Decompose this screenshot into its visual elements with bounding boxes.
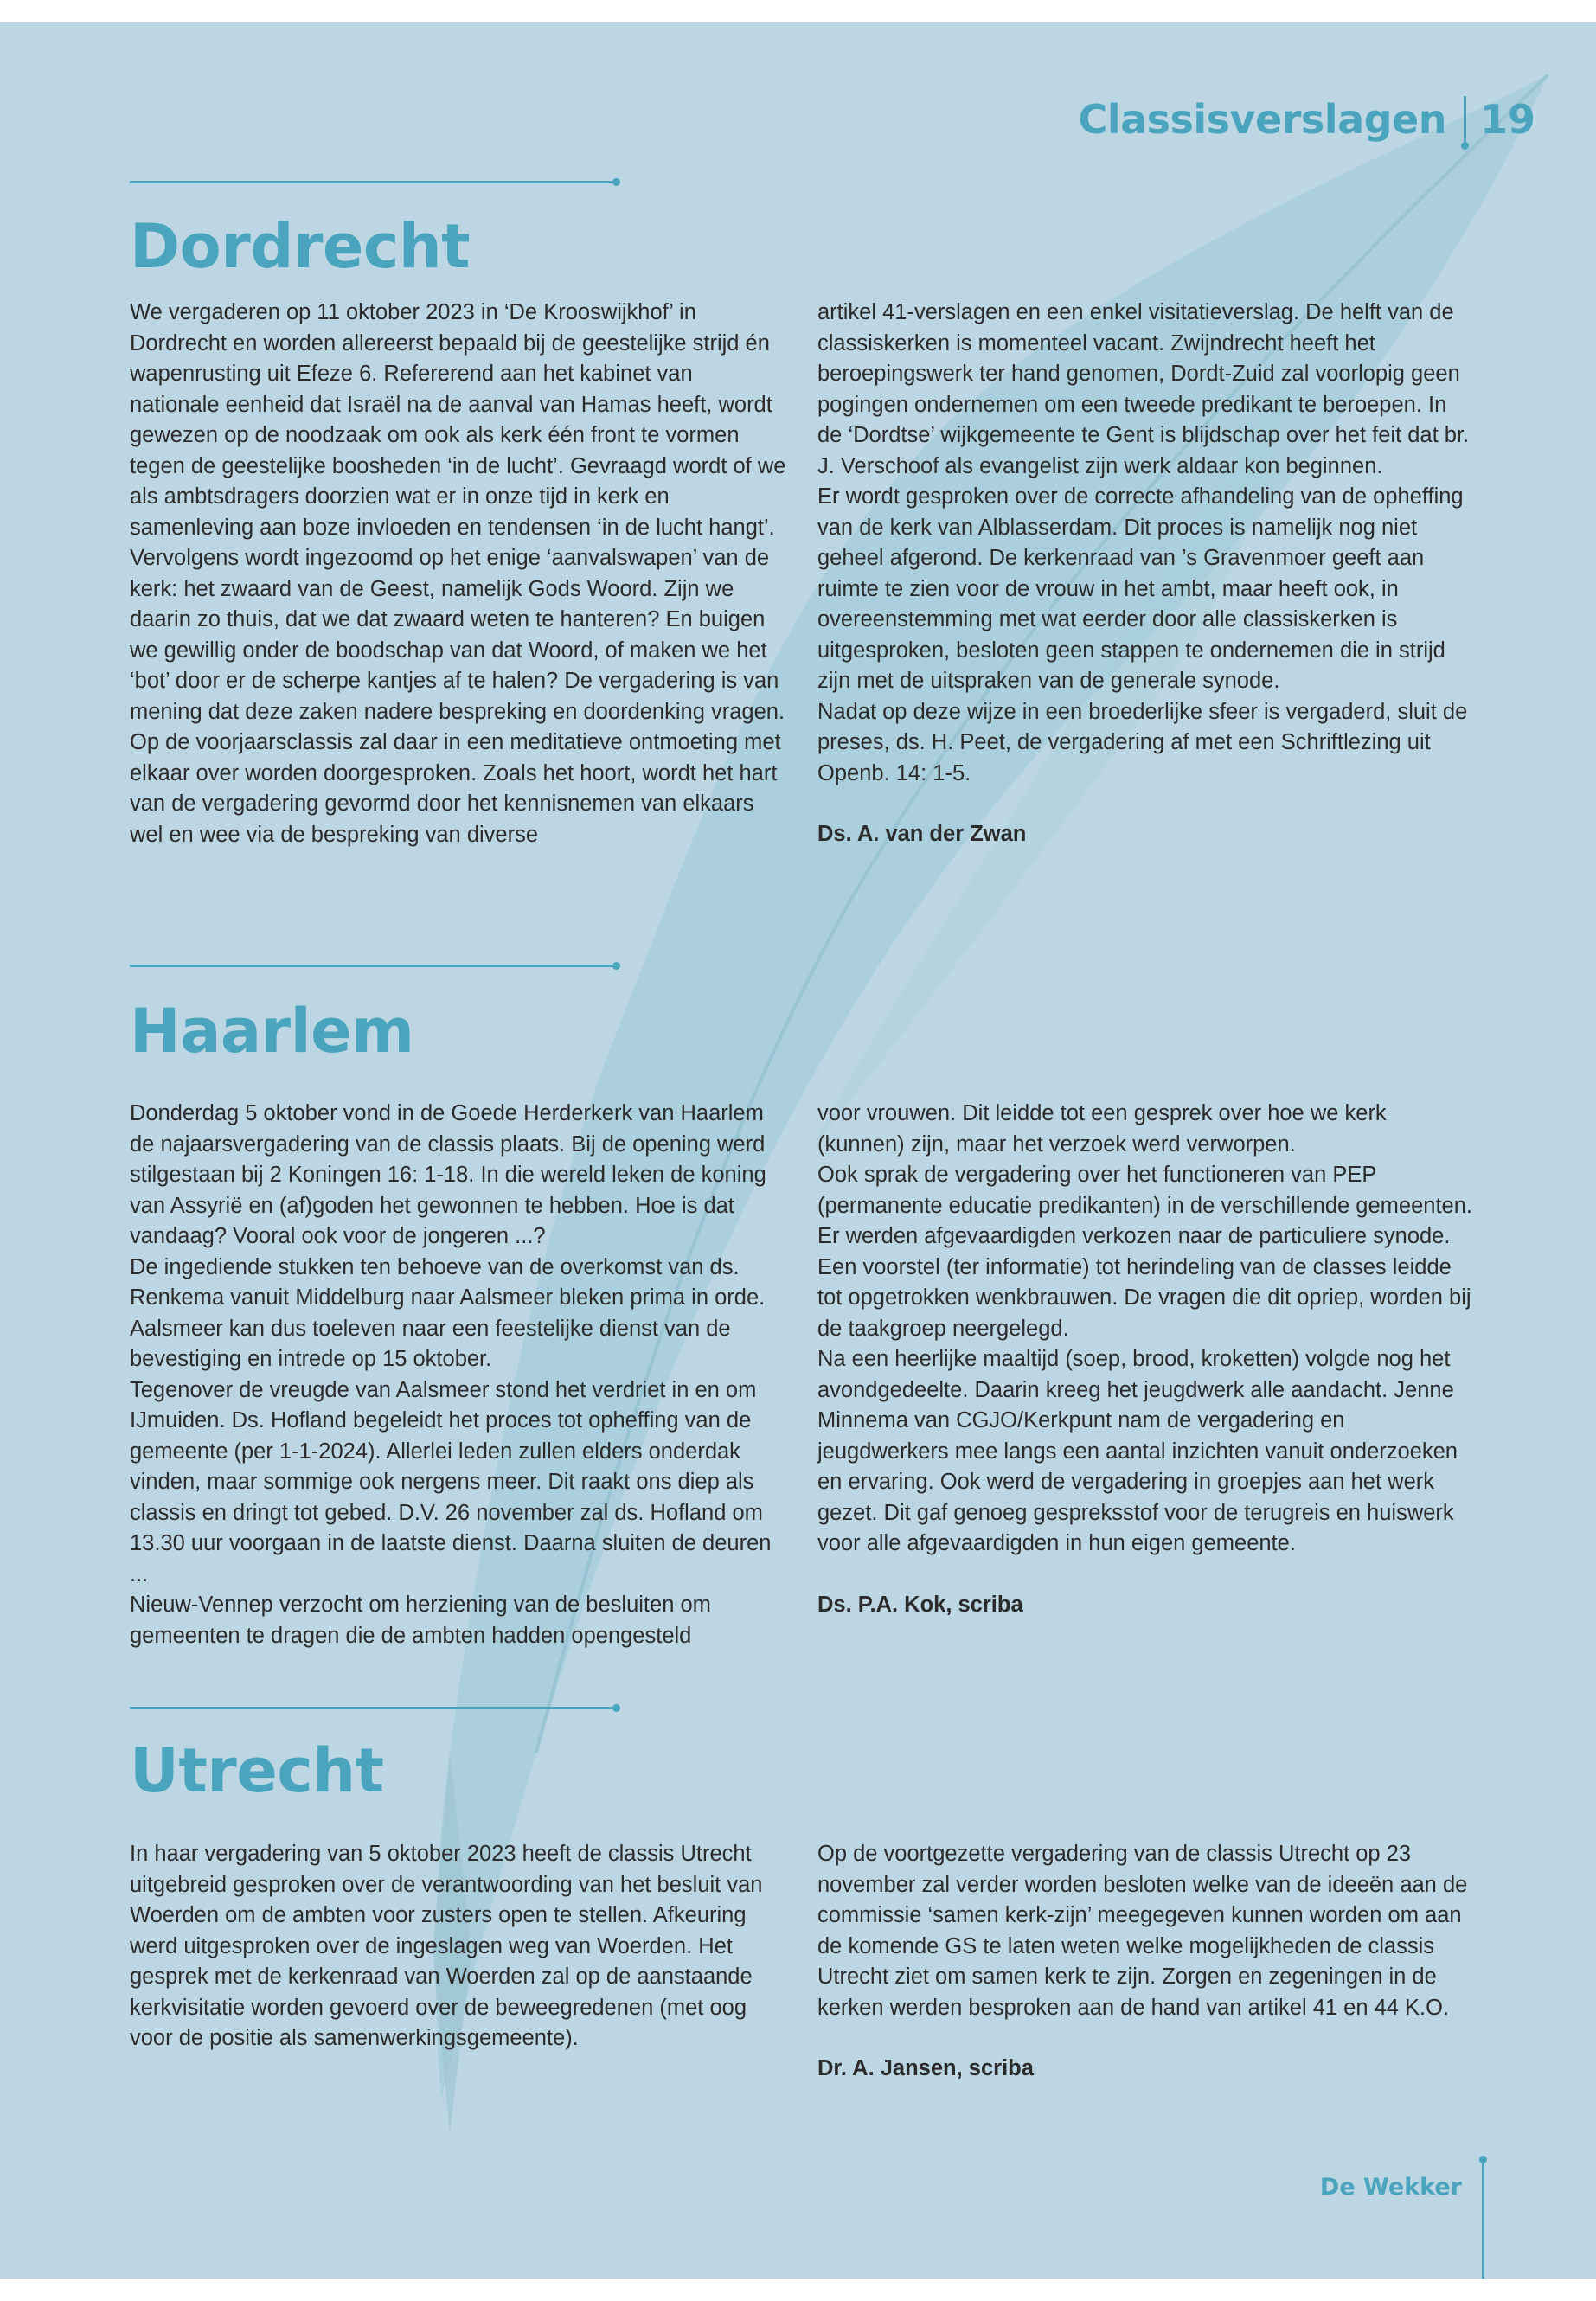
article-title: Dordrecht <box>130 211 471 282</box>
paragraph: In haar vergadering van 5 oktober 2023 heeft de classis Utrecht uitgebreid gesproken over de verantwoording van het besluit van Woerden om de ambten voor zusters open te stellen. Afkeuring werd uitgesproken over de ingeslagen weg van Woerden. Het gesprek met de kerkenraad van Woerden zal op de aanstaande kerkvisitatie worden gevoerd over de beweegredenen (met oog voor de positie als samenwerkingsgemeente). <box>130 1842 763 2050</box>
paragraph: Op de voortgezette vergadering van de classis Utrecht op 23 november zal verder worden besloten welke van de ideeën aan de commissie ‘samen kerk-zijn’ meegegeven kunnen worden om aan de komende GS te laten weten welke mogelijkheden de classis Utrecht ziet om samen kerk te zijn. Zorgen en zegeningen in de kerken werden besproken aan de hand van artikel 41 en 44 K.O. <box>817 1842 1468 2020</box>
section-rule <box>130 965 617 967</box>
article-left-column <box>130 1099 787 1651</box>
paragraph: Na een heerlijke maaltijd (soep, brood, kroketten) volgde nog het avondgedeelte. Daarin kreeg het jeugdwerk alle aandacht. Jenne Minnema van CGJO/Kerkpunt nam de vergadering en jeugdwerkers mee langs een aantal inzichten vanuit onderzoeken en ervaring. Ook werd de vergadering in groepjes aan het werk gezet. Dit gaf genoeg gespreksstof voor de terugreis en huiswerk voor alle afgevaardigden in hun eigen gemeente. <box>817 1347 1458 1555</box>
paragraph: voor vrouwen. Dit leidde tot een gesprek over hoe we kerk (kunnen) zijn, maar het verzoek werd verworpen. <box>817 1101 1387 1157</box>
article-left-column <box>130 1839 787 2054</box>
paragraph: Er wordt gesproken over de correcte afhandeling van de opheffing van de kerk van Alblasserdam. Dit proces is namelijk nog niet geheel afgerond. De kerkenraad van ’s Gravenmoer geeft aan ruimte te zien voor de vrouw in het ambt, maar heeft ook, in overeenstemming met wat eerder door alle classiskerken is uitgesproken, besloten geen stappen te ondernemen die in strijd zijn met de uitspraken van de generale synode. <box>817 484 1464 693</box>
article-title: Haarlem <box>130 996 414 1067</box>
page <box>0 22 1596 2279</box>
article-left-column <box>130 298 787 850</box>
header-divider <box>1464 96 1466 143</box>
paragraph: Donderdag 5 oktober vond in de Goede Herderkerk van Haarlem de najaarsvergadering van de classis plaats. Bij de opening werd stilgestaan bij 2 Koningen 16: 1-18. In die wereld leken de koning van Assyrië en (af)goden het gewonnen te hebben. Hoe is dat vandaag? Vooral ook voor de jongeren ...? <box>130 1101 766 1248</box>
signature: Ds. A. van der Zwan <box>817 822 1027 846</box>
paragraph: Ook sprak de vergadering over het functioneren van PEP (permanente educatie predikanten) in de verschillende gemeenten. Er werden afgevaardigden verkozen naar de particuliere synode. Een voorstel (ter informatie) tot herindeling van de classes leidde tot opgetrokken wenkbrauwen. De vragen die dit opriep, worden bij de taakgroep neergelegd. <box>817 1163 1472 1341</box>
page-header <box>1079 93 1535 145</box>
section-rule <box>130 181 617 183</box>
signature: Dr. A. Jansen, scriba <box>817 2056 1034 2080</box>
article-right-column <box>817 298 1475 850</box>
footer-divider <box>1482 2159 1484 2279</box>
article-right-column <box>817 1099 1475 1620</box>
paragraph: Nadat op deze wijze in een broederlijke sfeer is vergaderd, sluit de preses, ds. H. Peet, de vergadering af met een Schriftlezing uit Openb. 14: 1-5. <box>817 699 1468 785</box>
page-number: 19 <box>1479 96 1535 143</box>
paragraph: Nieuw-Vennep verzocht om herziening van de besluiten om gemeenten te dragen die de ambten hadden opengesteld <box>130 1593 711 1648</box>
footer-magazine-name: De Wekker <box>1319 2174 1462 2201</box>
paragraph: De ingediende stukken ten behoeve van de overkomst van ds. Renkema vanuit Middelburg naar Aalsmeer bleken prima in orde. Aalsmeer kan dus toeleven naar een feestelijke dienst van de bevestiging en intrede op 15 oktober. <box>130 1254 766 1371</box>
paragraph: We vergaderen op 11 oktober 2023 in ‘De Krooswijkhof’ in Dordrecht en worden allereerst bepaald bij de geestelijke strijd én wapenrusting uit Efeze 6. Refererend aan het kabinet van nationale eenheid dat Israël na de aanval van Hamas heeft, wordt gewezen op de noodzaak om ook als kerk één front te vormen tegen de geestelijke boosheden ‘in de lucht’. Gevraagd wordt of we als ambtsdragers doorzien wat er in onze tijd in kerk en samenleving aan boze invloeden en tendensen ‘in de lucht hangt’. Vervolgens wordt ingezoomd op het enige ‘aanvalswapen’ van de kerk: het zwaard van de Geest, namelijk Gods Woord. Zijn we daarin zo thuis, dat we dat zwaard weten te hanteren? En buigen we gewillig onder de boodschap van dat Woord, of maken we het ‘bot’ door er de scherpe kantjes af te halen? De vergadering is van mening dat deze zaken nadere bespreking en doordenking vragen. Op de voorjaarsclassis zal daar in een meditatieve ontmoeting met elkaar over worden doorgesproken. Zoals het hoort, wordt het hart van de vergadering gevormd door het kennisnemen van elkaars wel en wee via de bespreking van diverse <box>130 300 786 847</box>
article-right-column <box>817 1839 1475 2085</box>
paragraph: Tegenover de vreugde van Aalsmeer stond het verdriet in en om IJmuiden. Ds. Hofland begeleidt het proces tot opheffing van de gemeente (per 1-1-2024). Allerlei leden zullen elders onderdak vinden, maar sommige ook nergens meer. Dit raakt ons diep als classis en dringt tot gebed. D.V. 26 november zal ds. Hofland om 13.30 uur voorgaan in de laatste dienst. Daarna sluiten de deuren ... <box>130 1377 772 1586</box>
section-title: Classisverslagen <box>1078 96 1446 143</box>
paragraph: artikel 41-verslagen en een enkel visitatieverslag. De helft van de classiskerken is momenteel vacant. Zwijndrecht heeft het beroepingswerk ter hand genomen, Dordt-Zuid zal voorlopig geen pogingen ondernemen om een tweede predikant te beroepen. In de ‘Dordtse’ wijkgemeente te Gent is blijdschap over het feit dat br. J. Verschoof als evangelist zijn werk aldaar kon beginnen. <box>817 300 1470 478</box>
article-title: Utrecht <box>130 1735 384 1806</box>
section-rule <box>130 1707 617 1709</box>
signature: Ds. P.A. Kok, scriba <box>817 1592 1023 1617</box>
